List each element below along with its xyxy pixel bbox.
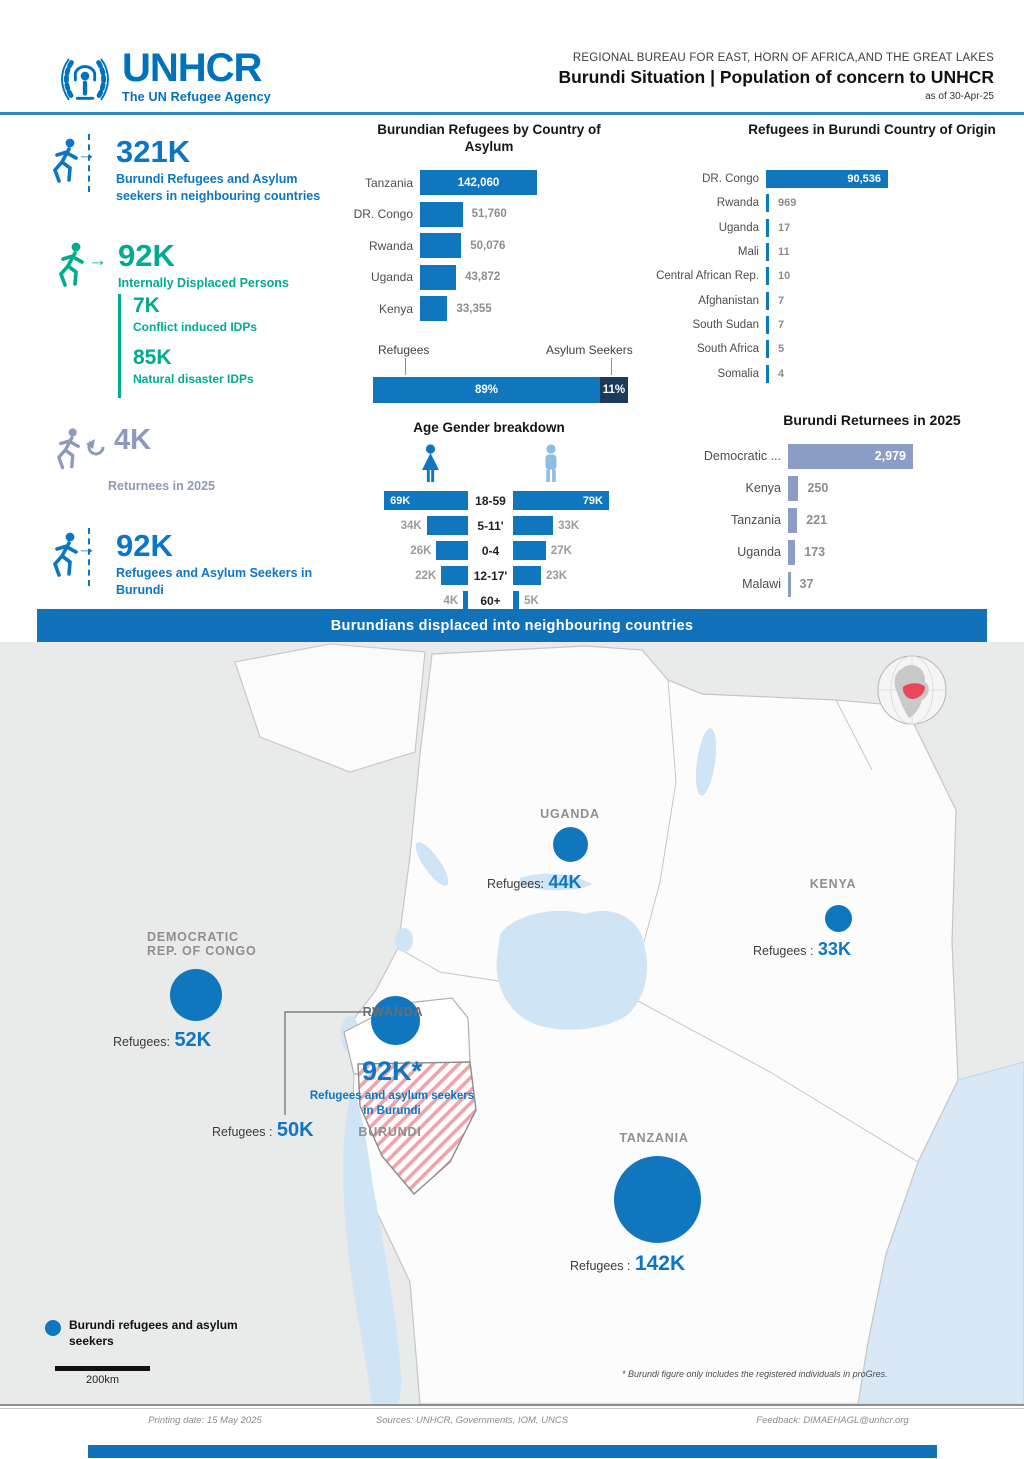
bar-value-label: 10 bbox=[778, 270, 791, 283]
chart-title-age-gender: Age Gender breakdown bbox=[413, 420, 565, 435]
bar-row bbox=[654, 288, 994, 312]
chart-title-asylum: Burundian Refugees by Country of Asylum bbox=[377, 122, 601, 154]
bar-row bbox=[654, 337, 994, 361]
country-label-drc: DEMOCRATIC REP. OF CONGO bbox=[147, 930, 257, 958]
split-label-refugees: Refugees bbox=[378, 343, 430, 357]
bar-category-label: Somalia bbox=[717, 367, 759, 380]
country-label-uganda: UGANDA bbox=[540, 807, 600, 821]
bottom-blue-bar bbox=[88, 1445, 937, 1458]
map-footnote: * Burundi figure only includes the registered individuals in proGres. bbox=[622, 1369, 888, 1379]
chart-refugees-in-burundi-origin bbox=[654, 167, 994, 386]
bar-value-label: 250 bbox=[807, 481, 829, 495]
burundi-stat-value: 92K* bbox=[361, 1056, 423, 1086]
male-value-label: 79K bbox=[582, 494, 603, 507]
pyramid-row bbox=[368, 563, 613, 588]
map-banner: Burundians displaced into neighbouring countries bbox=[37, 609, 987, 642]
bar-category-label: Uganda bbox=[370, 270, 413, 285]
burundi-callout bbox=[307, 1058, 477, 1119]
age-group-label: 18-59 bbox=[475, 493, 506, 508]
male-value-label: 5K bbox=[524, 594, 539, 607]
split-label-asylum-seekers: Asylum Seekers bbox=[546, 343, 633, 357]
female-value-label: 26K bbox=[410, 544, 432, 557]
bar-row bbox=[654, 191, 994, 215]
unhcr-logo bbox=[56, 48, 271, 106]
kenya-refugee-stat: Refugees : 33K bbox=[753, 939, 851, 959]
female-value-label: 4K bbox=[443, 594, 459, 607]
stat-label: Natural disaster IDPs bbox=[133, 372, 254, 386]
bar-value-label: 2,979 bbox=[874, 449, 906, 463]
bar-row bbox=[340, 293, 640, 325]
stat-value: 321K bbox=[116, 134, 191, 169]
bar bbox=[420, 202, 463, 227]
bar-value-label: 7 bbox=[778, 318, 785, 331]
refugee-split-bar bbox=[373, 377, 628, 403]
stat-idps bbox=[52, 240, 342, 292]
female-bar bbox=[427, 516, 468, 535]
bar bbox=[766, 340, 769, 358]
tanzania-bubble bbox=[614, 1156, 701, 1243]
bar-row bbox=[683, 472, 1013, 504]
bar bbox=[420, 170, 537, 195]
map-legend bbox=[45, 1318, 244, 1349]
bar-row bbox=[683, 504, 1013, 536]
stat-refugees-in-burundi bbox=[46, 530, 346, 599]
bar-value-label: 7 bbox=[778, 294, 785, 307]
bar-row bbox=[654, 167, 994, 191]
pyramid-row bbox=[368, 488, 613, 513]
male-bar bbox=[513, 591, 519, 610]
chart-burundi-returnees-2025 bbox=[683, 440, 1013, 600]
bar-category-label: Central African Rep. bbox=[656, 270, 759, 283]
legend-dot-icon bbox=[45, 1320, 61, 1336]
female-value-label: 34K bbox=[400, 519, 422, 532]
pyramid-row bbox=[368, 513, 613, 538]
arrow-right-icon: → bbox=[77, 538, 96, 559]
bar-category-label: Tanzania bbox=[730, 513, 781, 527]
stat-value: 92K bbox=[116, 528, 173, 563]
chart-burundian-refugees-by-asylum bbox=[340, 167, 640, 325]
chart-title-returnees: Burundi Returnees in 2025 bbox=[783, 412, 961, 428]
drc-refugee-stat: Refugees: 52K bbox=[113, 1029, 212, 1051]
rwanda-bubble bbox=[371, 996, 420, 1045]
bar-category-label: Uganda bbox=[718, 221, 759, 234]
bar-value-label: 221 bbox=[806, 513, 828, 527]
bar-value-label: 11 bbox=[778, 246, 790, 259]
male-bar bbox=[513, 541, 546, 560]
age-group-label: 5-11' bbox=[477, 518, 504, 533]
age-group-label: 0-4 bbox=[481, 543, 500, 558]
bar-category-label: Uganda bbox=[737, 545, 781, 559]
drc-bubble bbox=[170, 969, 222, 1021]
male-bar bbox=[513, 566, 541, 585]
printing-date: Printing date: 15 May 2025 bbox=[148, 1415, 262, 1426]
bar bbox=[766, 219, 769, 237]
bar-value-label: 173 bbox=[804, 545, 826, 559]
arrow-right-icon: → bbox=[77, 144, 96, 165]
bar-category-label: DR. Congo bbox=[702, 173, 759, 186]
stat-value: 7K bbox=[133, 294, 160, 317]
bar-category-label: South Africa bbox=[696, 343, 759, 356]
bar-row bbox=[683, 440, 1013, 472]
chart-title-origin: Refugees in Burundi Country of Origin bbox=[748, 122, 996, 137]
leader-line bbox=[405, 358, 406, 375]
stat-refugees-neighbouring bbox=[46, 136, 336, 205]
bar-row bbox=[654, 216, 994, 240]
bar bbox=[420, 296, 447, 321]
bar bbox=[766, 365, 769, 383]
stat-label: Burundi Refugees and Asylum seekers in neighbouring countries bbox=[116, 172, 321, 203]
female-icon bbox=[417, 444, 444, 489]
refugee-border-crossing-icon bbox=[46, 136, 104, 194]
bar-row bbox=[340, 262, 640, 294]
bar-row bbox=[654, 361, 994, 385]
idp-sub-stats bbox=[118, 294, 257, 398]
as-of-date: as of 30-Apr-25 bbox=[925, 91, 994, 102]
bar-category-label: Democratic ... bbox=[703, 449, 781, 463]
stat-value: 92K bbox=[118, 238, 175, 273]
scale-bar bbox=[55, 1366, 150, 1371]
return-arrow-icon bbox=[86, 438, 106, 456]
bar bbox=[766, 292, 769, 310]
country-label-tanzania: TANZANIA bbox=[619, 1131, 689, 1145]
bar bbox=[766, 316, 769, 334]
bar-value-label: 50,076 bbox=[470, 239, 506, 252]
female-bar bbox=[436, 541, 468, 560]
refugee-border-crossing-icon bbox=[46, 530, 104, 588]
bar-row bbox=[340, 199, 640, 231]
brand-tagline: The UN Refugee Agency bbox=[122, 90, 271, 104]
bar-category-label: Malawi bbox=[742, 577, 781, 591]
female-value-label: 69K bbox=[390, 494, 411, 507]
legend-label: Burundi refugees and asylum seekers bbox=[69, 1318, 238, 1348]
bar bbox=[788, 508, 797, 533]
burundi-stat-label: Refugees and asylum seekers in Burundi bbox=[309, 1090, 475, 1117]
country-label-rwanda: RWANDA bbox=[362, 1005, 424, 1019]
chart-age-gender-pyramid bbox=[368, 488, 613, 613]
bar bbox=[420, 233, 461, 258]
bar-value-label: 51,760 bbox=[471, 208, 507, 221]
bar-category-label: Rwanda bbox=[368, 238, 413, 253]
bar-category-label: Kenya bbox=[745, 481, 781, 495]
male-bar bbox=[513, 491, 609, 510]
leader-line bbox=[611, 358, 612, 375]
bar-value-label: 4 bbox=[778, 367, 785, 380]
idp-person-icon bbox=[52, 240, 107, 292]
uganda-bubble bbox=[553, 827, 588, 862]
footer-divider bbox=[0, 1404, 1024, 1406]
unhcr-emblem-icon bbox=[56, 48, 114, 106]
bar-category-label: South Sudan bbox=[692, 318, 759, 331]
bar bbox=[788, 444, 913, 469]
bar bbox=[766, 170, 888, 188]
sources-note: Sources: UNHCR, Governments, IOM, UNCS bbox=[375, 1415, 569, 1426]
bar-row bbox=[654, 240, 994, 264]
bar-value-label: 969 bbox=[778, 197, 797, 210]
arrow-right-icon: → bbox=[88, 250, 107, 271]
bar-row bbox=[340, 230, 640, 262]
bar-value-label: 90,536 bbox=[847, 173, 881, 186]
bar-row bbox=[683, 536, 1013, 568]
stat-label: Returnees in 2025 bbox=[108, 479, 215, 493]
bar-value-label: 43,872 bbox=[465, 271, 501, 284]
uganda-refugee-stat: Refugees: 44K bbox=[487, 872, 582, 892]
bar-category-label: Rwanda bbox=[716, 197, 759, 210]
male-bar bbox=[513, 516, 553, 535]
bar-category-label: Tanzania bbox=[364, 175, 413, 190]
split-segment-asylum: 11% bbox=[600, 377, 628, 403]
female-value-label: 22K bbox=[415, 569, 437, 582]
globe-inset-icon bbox=[878, 656, 946, 724]
bureau-line: REGIONAL BUREAU FOR EAST, HORN OF AFRICA,AND THE GREAT LAKES bbox=[572, 52, 994, 64]
bar-value-label: 5 bbox=[778, 343, 785, 356]
stat-label: Refugees and Asylum Seekers in Burundi bbox=[116, 566, 313, 597]
tanzania-refugee-stat: Refugees : 142K bbox=[570, 1252, 686, 1275]
stat-label: Conflict induced IDPs bbox=[133, 320, 258, 334]
male-value-label: 23K bbox=[545, 569, 568, 582]
scale-label: 200km bbox=[85, 1374, 120, 1386]
bar-value-label: 37 bbox=[799, 577, 814, 591]
stat-returnees bbox=[50, 426, 340, 495]
stat-label: Internally Displaced Persons bbox=[118, 276, 289, 290]
age-group-label: 12-17' bbox=[473, 568, 508, 583]
page-title: Burundi Situation | Population of concern to UNHCR bbox=[558, 67, 994, 87]
bar bbox=[788, 476, 798, 501]
bar-category-label: Afghanistan bbox=[698, 294, 759, 307]
footer-divider bbox=[0, 1408, 1024, 1409]
male-value-label: 33K bbox=[558, 519, 580, 532]
bar bbox=[420, 265, 456, 290]
feedback-email[interactable]: Feedback: DIMAEHAGL@unhcr.org bbox=[756, 1415, 909, 1426]
header-divider bbox=[0, 112, 1024, 115]
bar bbox=[766, 243, 769, 261]
brand-name: UNHCR bbox=[122, 46, 262, 90]
kenya-bubble bbox=[825, 905, 852, 932]
country-label-burundi: BURUNDI bbox=[358, 1125, 422, 1139]
pyramid-row bbox=[368, 538, 613, 563]
rwanda-refugee-stat: Refugees : 50K bbox=[212, 1119, 314, 1141]
male-icon bbox=[539, 444, 563, 489]
returnee-person-icon bbox=[50, 426, 108, 474]
bar bbox=[766, 194, 769, 212]
female-bar bbox=[441, 566, 468, 585]
map-of-east-africa bbox=[0, 642, 1024, 1404]
age-group-label: 60+ bbox=[480, 593, 501, 608]
bar-value-label: 17 bbox=[778, 221, 791, 234]
bar-row bbox=[340, 167, 640, 199]
stat-value: 4K bbox=[114, 424, 152, 456]
stat-value: 85K bbox=[133, 346, 172, 369]
bar bbox=[788, 540, 795, 565]
male-value-label: 27K bbox=[550, 544, 572, 557]
bar-category-label: DR. Congo bbox=[353, 207, 413, 222]
bar-value-label: 142,060 bbox=[457, 176, 500, 189]
bar-row bbox=[654, 264, 994, 288]
bar bbox=[788, 572, 791, 597]
split-segment-refugees: 89% bbox=[373, 377, 600, 403]
country-label-kenya: KENYA bbox=[809, 877, 857, 891]
female-bar bbox=[384, 491, 468, 510]
bar-category-label: Kenya bbox=[378, 301, 413, 316]
bar bbox=[766, 267, 769, 285]
bar-category-label: Mali bbox=[737, 246, 759, 259]
bar-row bbox=[683, 568, 1013, 600]
female-bar bbox=[463, 591, 468, 610]
bar-row bbox=[654, 313, 994, 337]
bar-value-label: 33,355 bbox=[456, 302, 492, 315]
